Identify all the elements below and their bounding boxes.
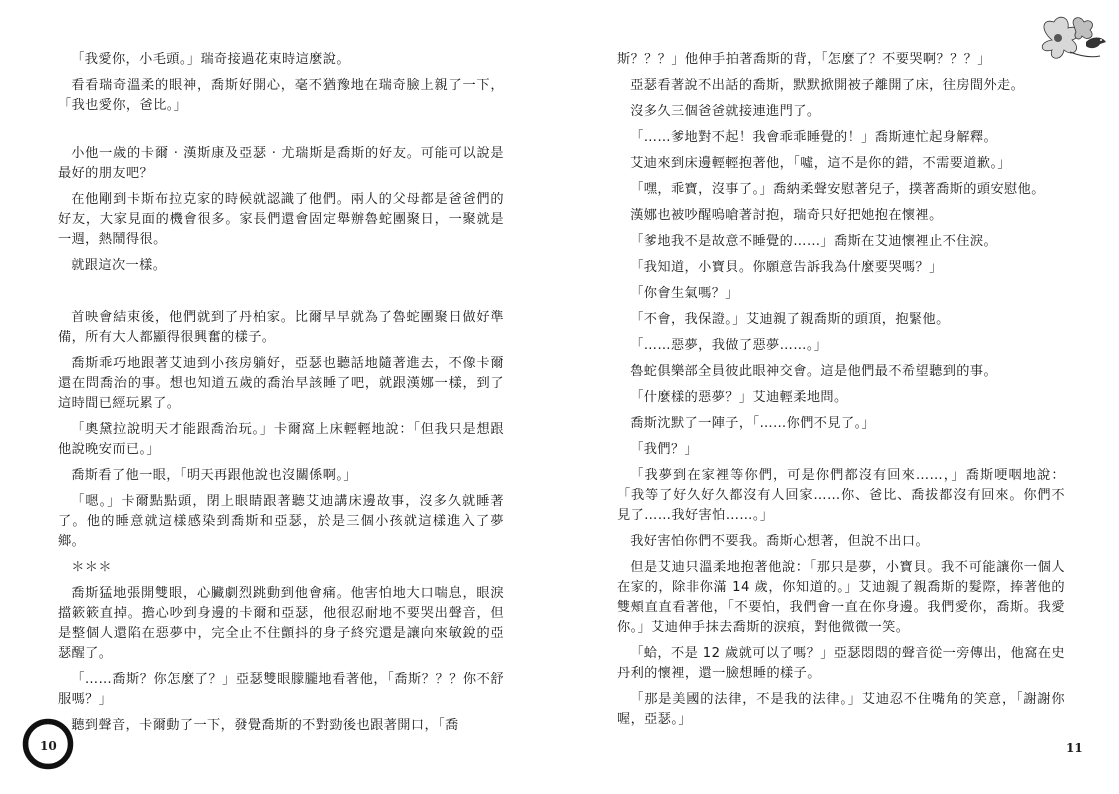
- paragraph: 「我們？」: [630, 442, 699, 457]
- paragraph: 喬斯乖巧地跟著艾迪到小孩房躺好，亞瑟也聽話地隨著進去，不像卡爾還在問喬治的事。想也知道五歲的喬治早該睡了吧，就跟漢娜一樣，到了這時間已經玩累了。: [58, 356, 504, 411]
- page-number: 11: [1066, 741, 1083, 755]
- paragraph: 小他一歲的卡爾 ‧ 漢斯康及亞瑟 ‧ 尤瑞斯是喬斯的好友。可能可以說是最好的朋友吧？: [58, 146, 504, 181]
- right-page: [560, 0, 1119, 794]
- right-text-column: [617, 50, 1065, 736]
- left-text-column: [58, 50, 504, 742]
- paragraph: 「蛤，不是 12 歲就可以了嗎？」亞瑟悶悶的聲音從一旁傳出，他窩在史丹利的懷裡，還一臉想睡的樣子。: [617, 646, 1065, 681]
- paragraph: 「你會生氣嗎？」: [630, 286, 739, 301]
- left-page: [0, 0, 559, 794]
- paragraph: 「我夢到在家裡等你們，可是你們都沒有回來……，」喬斯哽咽地說：「我等了好久好久都沒有人回家……你、爸比、喬拔都沒有回來。你們不見了……我好害怕……。」: [617, 468, 1065, 523]
- paragraph: 「那是美國的法律，不是我的法律。」艾迪忍不住嘴角的笑意，「謝謝你喔，亞瑟。」: [617, 692, 1065, 727]
- paragraph: 「我愛你，小毛頭。」瑞奇接過花束時這麼說。: [71, 52, 350, 67]
- paragraph: 斯？？？」他伸手拍著喬斯的背，「怎麼了？不要哭啊？？？」: [617, 52, 991, 67]
- paragraph: 沒多久三個爸爸就接連進門了。: [630, 104, 821, 119]
- paragraph: 在他剛到卡斯布拉克家的時候就認識了他們。兩人的父母都是爸爸們的好友，大家見面的機會很多。家長們還會固定舉辦魯蛇團聚日，一聚就是一週，熱鬧得很。: [58, 192, 504, 247]
- paragraph: 「……喬斯？你怎麼了？」亞瑟雙眼朦朧地看著他，「喬斯？？？你不舒服嗎？」: [58, 672, 504, 707]
- paragraph: 「不會，我保證。」艾迪親了親喬斯的頭頂，抱緊他。: [630, 312, 950, 327]
- paragraph: 首映會結束後，他們就到了丹柏家。比爾早早就為了魯蛇團聚日做好準備，所有大人都顯得很興奮的樣子。: [58, 310, 504, 345]
- paragraph: 「爹地我不是故意不睡覺的……」喬斯在艾迪懷裡止不住淚。: [630, 234, 998, 249]
- paragraph: 「……爹地對不起！我會乖乖睡覺的！」喬斯連忙起身解釋。: [630, 130, 998, 145]
- paragraph: 亞瑟看著說不出話的喬斯，默默掀開被子離開了床，往房間外走。: [630, 78, 1025, 93]
- paragraph: 聽到聲音，卡爾動了一下，發覺喬斯的不對勁後也跟著開口，「喬: [71, 718, 459, 733]
- paragraph: 「嗯。」卡爾點點頭，閉上眼睛跟著聽艾迪講床邊故事，沒多久就睡著了。他的睡意就這樣感染到喬斯和亞瑟，於是三個小孩就這樣進入了夢鄉。: [58, 494, 504, 549]
- paragraph: 魯蛇俱樂部全員彼此眼神交會。這是他們最不希望聽到的事。: [630, 364, 998, 379]
- page-number: 10: [40, 739, 57, 753]
- paragraph: 「嘿，乖寶，沒事了。」喬納柔聲安慰著兒子，撲著喬斯的頭安慰他。: [630, 182, 1045, 197]
- flower-bird-ornament-icon: [1030, 12, 1110, 68]
- paragraph: 「……惡夢，我做了惡夢……。」: [630, 338, 828, 353]
- paragraph: 漢娜也被吵醒嗚嗆著討抱，瑞奇只好把她抱在懷裡。: [630, 208, 943, 223]
- paragraph: 艾迪來到床邊輕輕抱著他，「噓，這不是你的錯，不需要道歉。」: [630, 156, 1012, 171]
- paragraph: 「奧黛拉說明天才能跟喬治玩。」卡爾窩上床輕輕地說：「但我只是想跟他說晚安而已。」: [58, 422, 504, 457]
- paragraph: 但是艾迪只溫柔地抱著他說：「那只是夢，小寶貝。我不可能讓你一個人在家的，除非你滿 14 歲，你知道的。」艾迪親了親喬斯的髮際，捧著他的雙頰直直看著他，「不要怕，我們會一直在你身邊。我們愛你，喬斯。我愛你。」艾迪伸手抹去喬斯的淚痕，對他微微一笑。: [617, 560, 1065, 635]
- paragraph: 喬斯看了他一眼，「明天再跟他說也沒關係啊。」: [71, 468, 357, 483]
- paragraph: 「什麼樣的惡夢？」艾迪輕柔地問。: [630, 390, 848, 405]
- scene-break: ＊＊＊: [71, 560, 112, 575]
- paragraph: 就跟這次一樣。: [71, 258, 167, 273]
- paragraph: 喬斯沈默了一陣子，「……你們不見了。」: [630, 416, 876, 431]
- paragraph: 「我知道，小寶貝。你願意告訴我為什麼要哭嗎？」: [630, 260, 943, 275]
- paragraph: 喬斯猛地張開雙眼，心臟劇烈跳動到他會痛。他害怕地大口喘息，眼淚擋簌簌直掉。擔心吵到身邊的卡爾和亞瑟，他很忍耐地不要哭出聲音，但是整個人還陷在惡夢中，完全止不住顫抖的身子終究還是讓向來敏銳的亞瑟醒了。: [58, 586, 504, 661]
- paragraph: 我好害怕你們不要我。喬斯心想著，但說不出口。: [630, 534, 930, 549]
- paragraph: 看看瑞奇溫柔的眼神，喬斯好開心，毫不猶豫地在瑞奇臉上親了一下，「我也愛你，爸比。」: [58, 78, 504, 113]
